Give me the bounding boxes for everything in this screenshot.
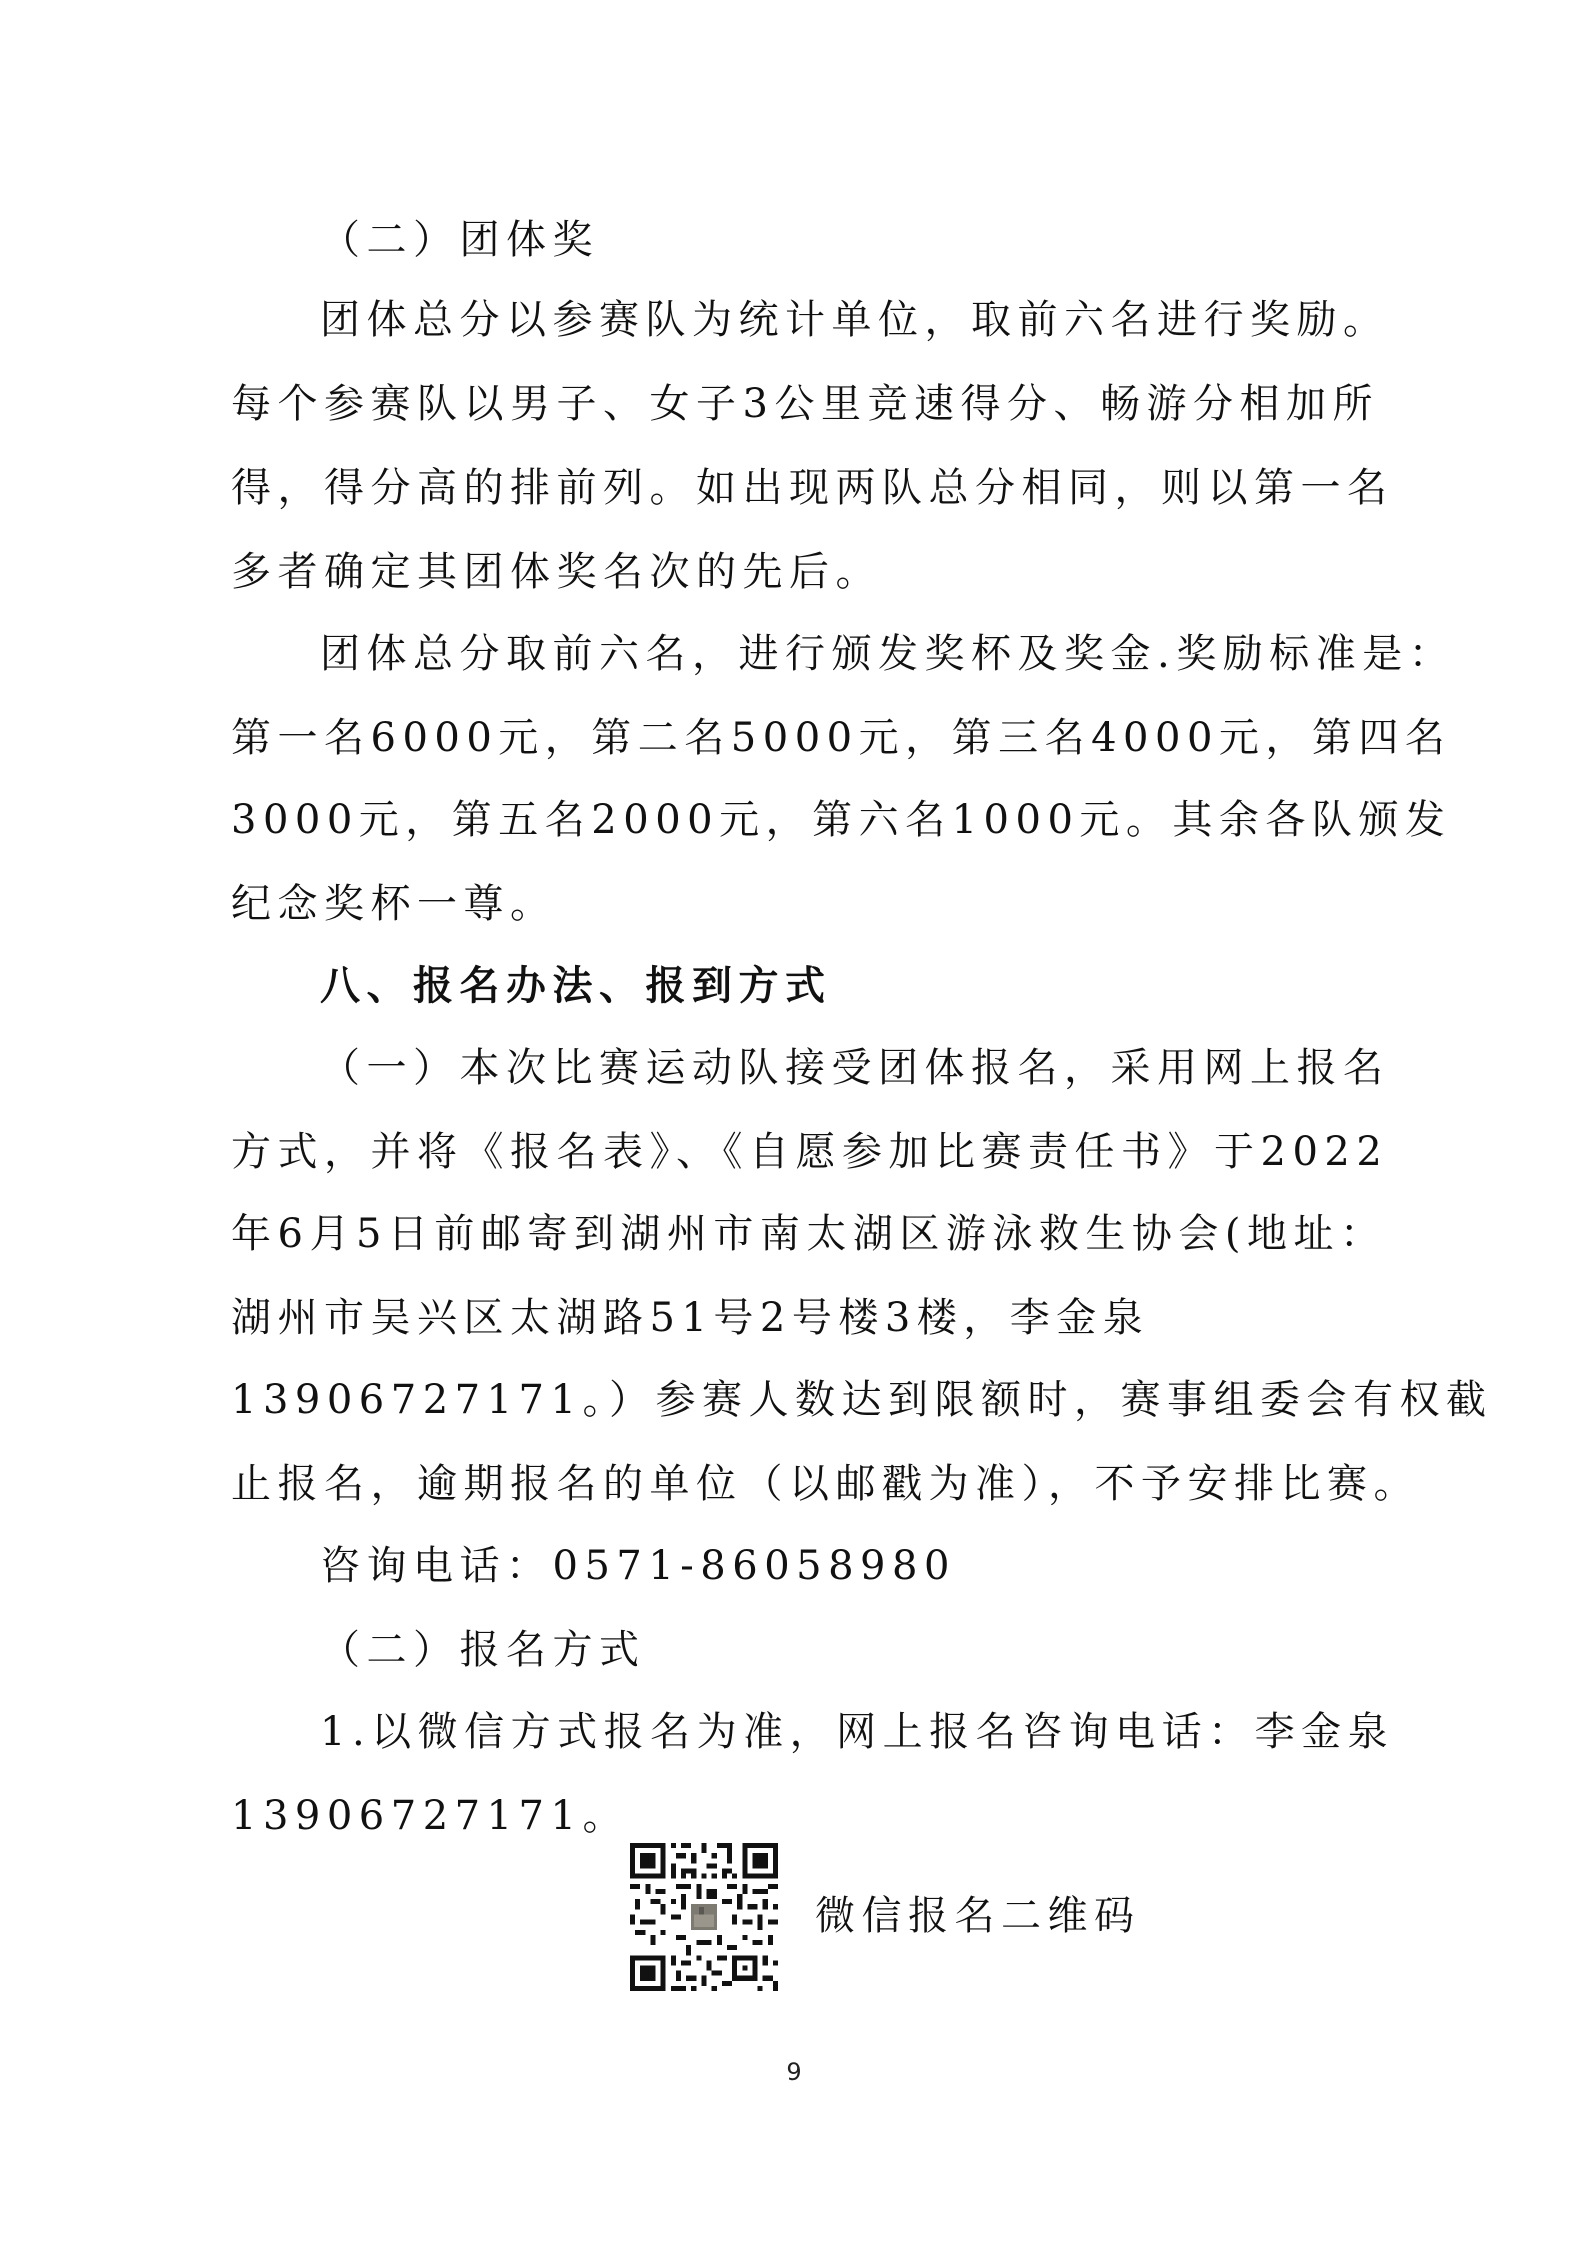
paragraph-line: 3000元，第五名2000元，第六名1000元。其余各队颁发 bbox=[231, 797, 1452, 843]
paragraph-line: 1.以微信方式报名为准，网上报名咨询电话：李金泉 bbox=[320, 1709, 1395, 1755]
paragraph-line: 团体总分以参赛队为统计单位，取前六名进行奖励。 bbox=[320, 297, 1390, 343]
paragraph-line: 止报名，逾期报名的单位（以邮戳为准），不予安排比赛。 bbox=[231, 1461, 1420, 1507]
paragraph-line: 13906727171。 bbox=[231, 1793, 629, 1839]
section-heading-registration: 八、报名办法、报到方式 bbox=[320, 963, 832, 1009]
paragraph-line: 得，得分高的排前列。如出现两队总分相同，则以第一名 bbox=[231, 465, 1394, 511]
paragraph-line: 纪念奖杯一尊。 bbox=[231, 881, 557, 927]
consult-phone-line: 咨询电话：0571-86058980 bbox=[320, 1543, 956, 1589]
paragraph-line: 13906727171。）参赛人数达到限额时，赛事组委会有权截 bbox=[231, 1377, 1493, 1423]
paragraph-line: 方式，并将《报名表》、《自愿参加比赛责任书》于2022 bbox=[231, 1129, 1389, 1175]
qr-code-caption: 微信报名二维码 bbox=[815, 1893, 1141, 1939]
paragraph-line: 多者确定其团体奖名次的先后。 bbox=[231, 549, 882, 595]
section-heading-team-award: （二）团体奖 bbox=[320, 217, 599, 263]
page-number: 9 bbox=[786, 2058, 802, 2086]
wechat-registration-qr-code-icon bbox=[630, 1843, 778, 1991]
paragraph-line: 湖州市吴兴区太湖路51号2号楼3楼，李金泉 bbox=[231, 1295, 1150, 1341]
paragraph-line: （一）本次比赛运动队接受团体报名，采用网上报名 bbox=[320, 1045, 1390, 1091]
paragraph-line: 第一名6000元，第二名5000元，第三名4000元，第四名 bbox=[231, 715, 1452, 761]
paragraph-line: 每个参赛队以男子、女子3公里竞速得分、畅游分相加所 bbox=[231, 381, 1379, 427]
section-heading-registration-method: （二）报名方式 bbox=[320, 1627, 646, 1673]
paragraph-line: 团体总分取前六名，进行颁发奖杯及奖金.奖励标准是： bbox=[320, 631, 1456, 677]
paragraph-line: 年6月5日前邮寄到湖州市南太湖区游泳救生协会(地址： bbox=[231, 1211, 1387, 1257]
